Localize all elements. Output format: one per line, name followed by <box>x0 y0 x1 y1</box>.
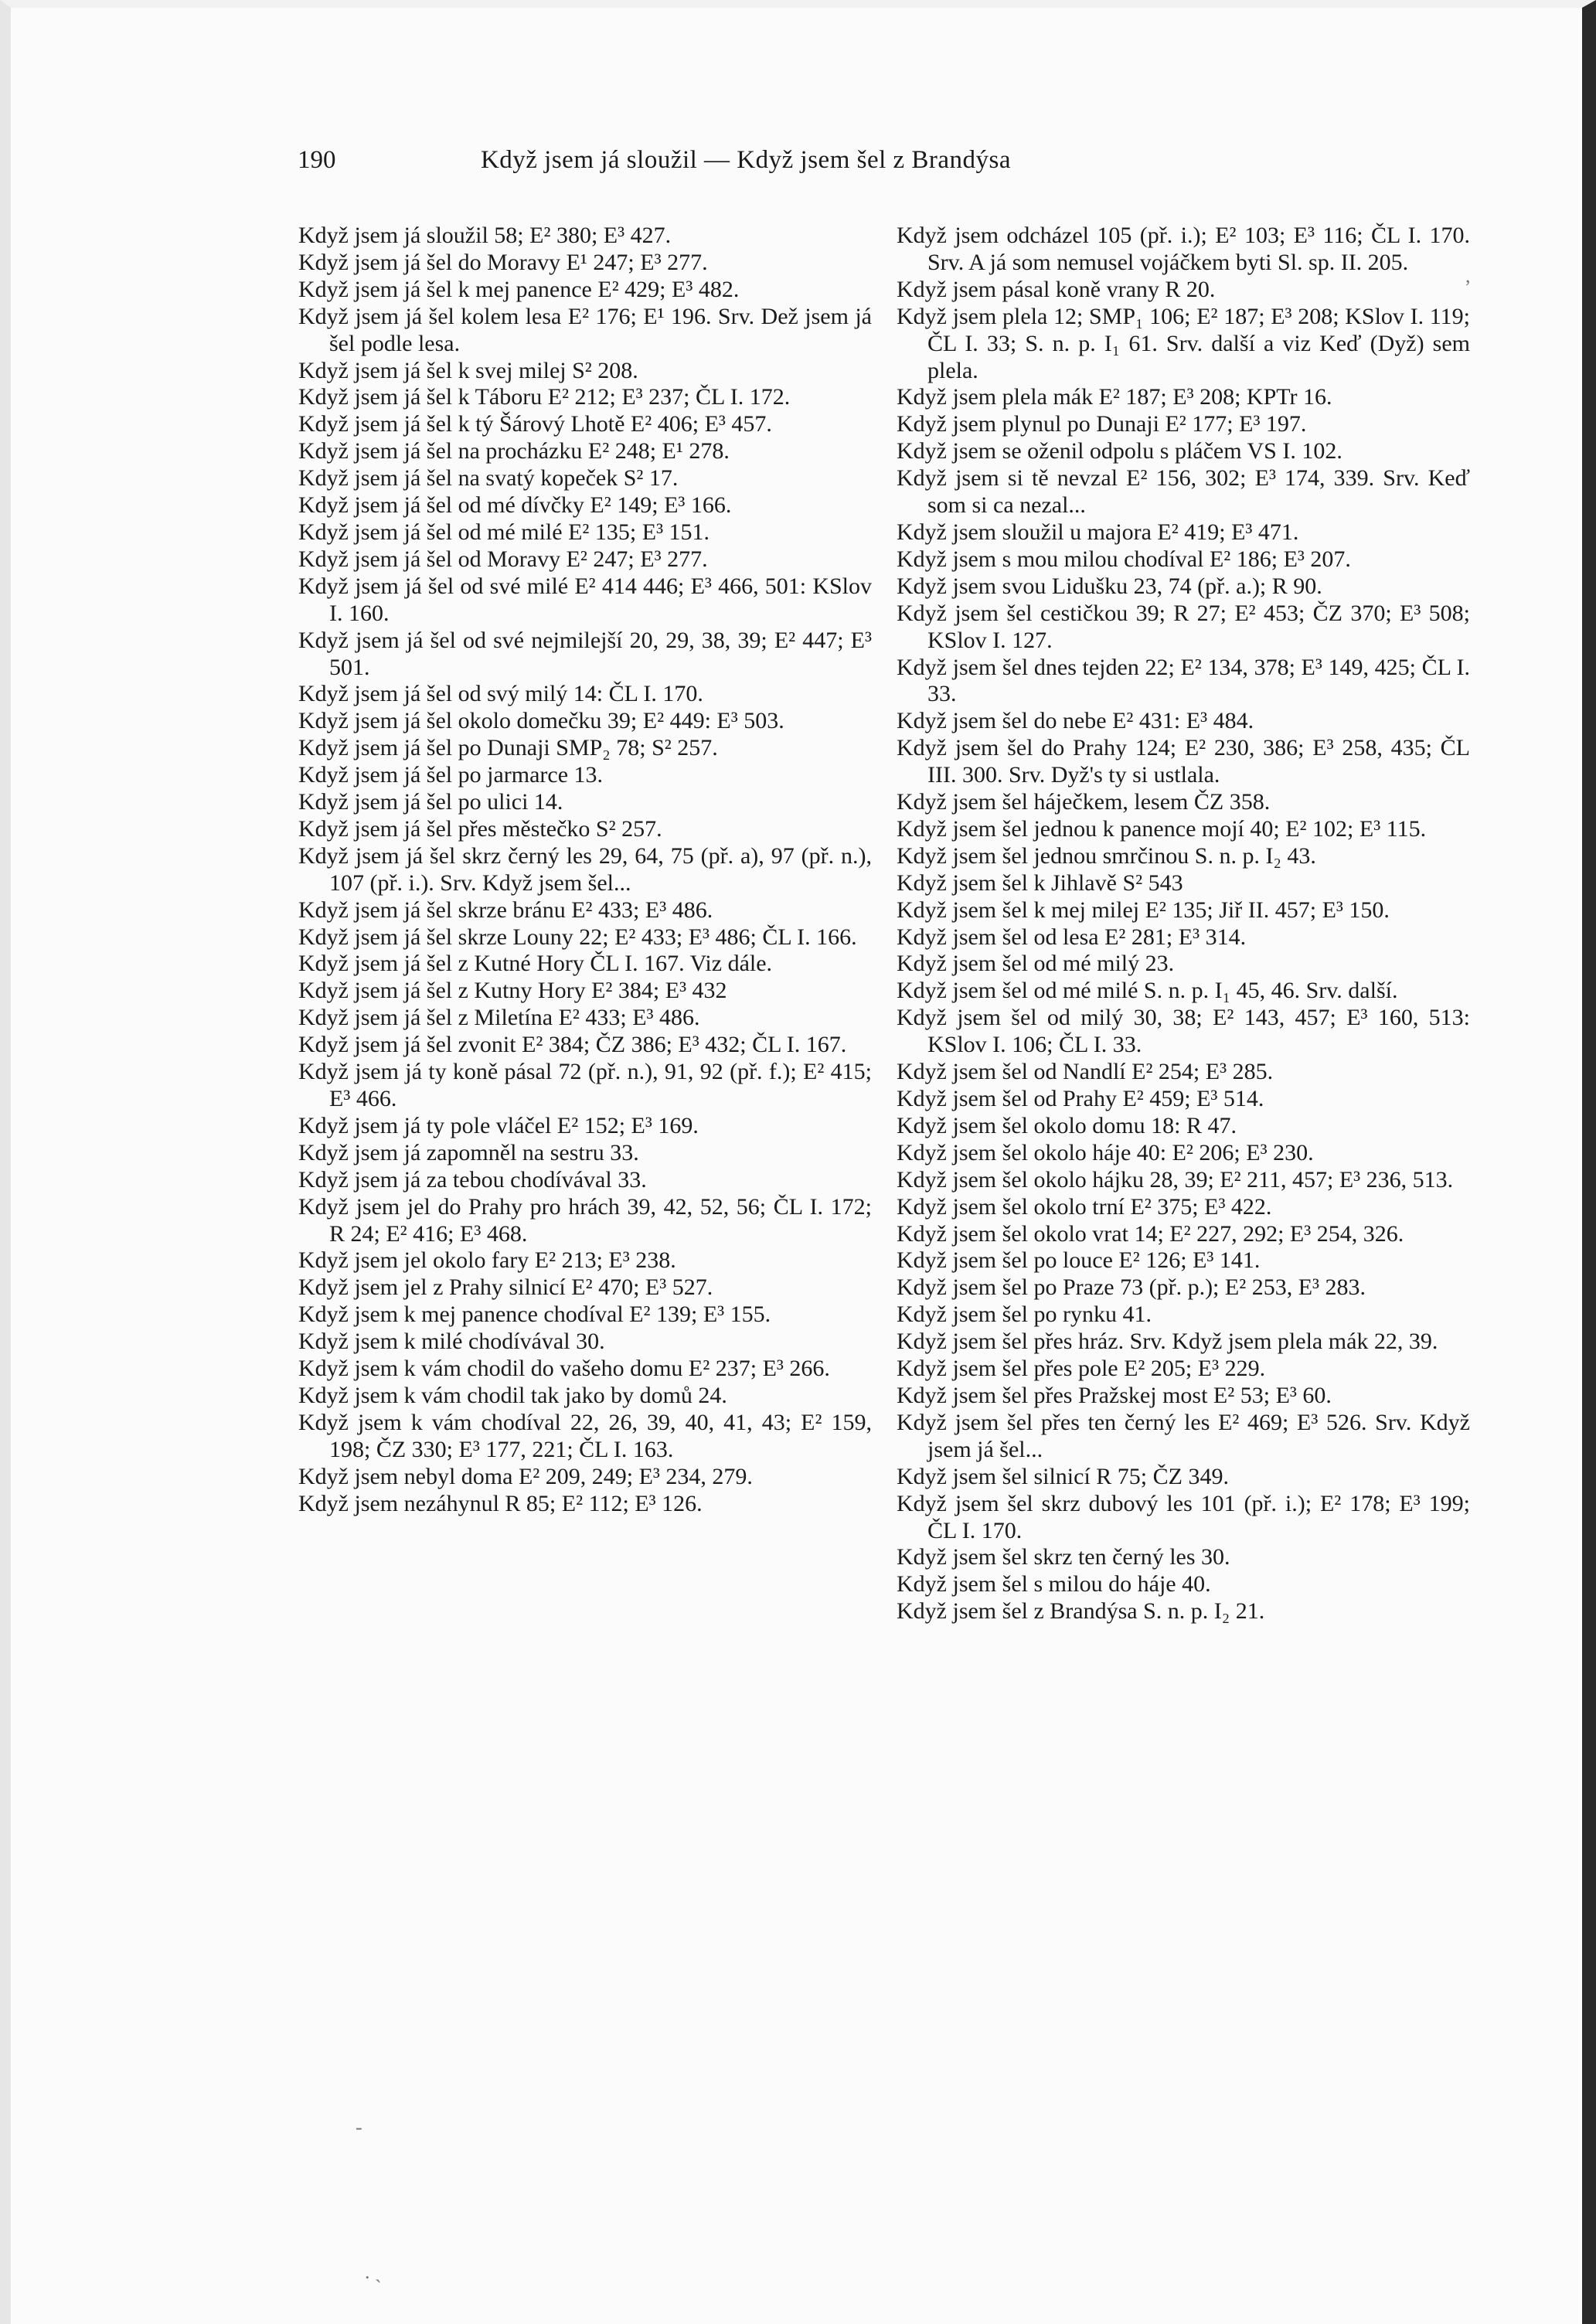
index-entry: Když jsem já šel od své nejmilejší 20, 29, 38, 39; E² 447; E³ 501. <box>298 627 872 680</box>
index-entry: Když jsem šel cestičkou 39; R 27; E² 453; ČZ 370; E³ 508; KSlov I. 127. <box>897 600 1470 653</box>
index-entry: Když jsem šel po louce E² 126; E³ 141. <box>897 1247 1261 1274</box>
index-entry: Když jsem já ty koně pásal 72 (př. n.), 91, 92 (př. f.); E² 415; E³ 466. <box>298 1059 872 1111</box>
page-title: Když jsem já sloužil — Když jsem šel z Brandýsa <box>480 146 1012 174</box>
index-entry: Když jsem k mej panence chodíval E² 139; E³ 155. <box>298 1302 771 1328</box>
index-entry: Když jsem šel od milý 30, 38; E² 143, 457; E³ 160, 513: KSlov I. 106; ČL I. 33. <box>897 1005 1470 1058</box>
index-entry: Když jsem svou Lidušku 23, 74 (př. a.); R 90. <box>897 573 1322 599</box>
index-entry: Když jsem nebyl doma E² 209, 249; E³ 234, 279. <box>298 1463 753 1489</box>
index-entry: Když jsem šel od mé milý 23. <box>897 951 1175 977</box>
index-entry: Když jsem já šel od mé milé E² 135; E³ 151. <box>298 519 710 545</box>
index-entry: Když jsem si tě nevzal E² 156, 302; E³ 174, 339. Srv. Keď som si ca nezal... <box>897 465 1470 519</box>
index-entry: Když jsem šel skrz ten černý les 30. <box>897 1544 1230 1570</box>
index-entry: Když jsem šel přes Pražskej most E² 53; E³ 60. <box>897 1382 1332 1408</box>
index-entry: Když jsem k vám chodil tak jako by domů 24. <box>298 1382 727 1408</box>
index-entry: Když jsem šel okolo domu 18: R 47. <box>897 1112 1237 1138</box>
index-entry: Když jsem šel dnes tejden 22; E² 134, 378; E³ 149, 425; ČL I. 33. <box>897 654 1470 707</box>
index-entry: Když jsem plela mák E² 187; E³ 208; KPTr 16. <box>897 384 1332 410</box>
margin-mark: - <box>356 2116 362 2139</box>
index-entry: Když jsem šel okolo háje 40: E² 206; E³ 230. <box>897 1139 1314 1165</box>
index-entry: Když jsem jel z Prahy silnicí E² 470; E³ 527. <box>298 1274 713 1301</box>
index-entry: Když jsem já šel k tý Šárový Lhotě E² 406; E³ 457. <box>298 411 772 437</box>
index-entry: Když jsem šel po rynku 41. <box>897 1302 1152 1328</box>
left-column <box>298 223 872 1518</box>
index-entry: Když jsem já šel od mé dívčky E² 149; E³ 166. <box>298 492 732 519</box>
index-entry: Když jsem šel od lesa E² 281; E³ 314. <box>897 924 1247 950</box>
index-entry: Když jsem já šel zvonit E² 384; ČZ 386; E³ 432; ČL I. 167. <box>298 1032 847 1058</box>
index-entry: Když jsem šel přes hráz. Srv. Když jsem plela mák 22, 39. <box>897 1329 1438 1355</box>
index-entry: Když jsem já šel kolem lesa E² 176; E¹ 196. Srv. Dež jsem já šel podle lesa. <box>298 303 872 356</box>
index-entry: Když jsem k milé chodívával 30. <box>298 1329 605 1355</box>
index-entry: Když jsem jel do Prahy pro hrách 39, 42, 52, 56; ČL I. 172; R 24; E² 416; E³ 468. <box>298 1193 872 1247</box>
index-entry: Když jsem k vám chodil do vašeho domu E² 237; E³ 266. <box>298 1356 830 1382</box>
index-entry: Když jsem šel okolo hájku 28, 39; E² 211, 457; E³ 236, 513. <box>897 1166 1454 1193</box>
margin-mark: . ˎ <box>365 2261 382 2283</box>
index-entry: Když jsem nezáhynul R 85; E² 112; E³ 126. <box>298 1490 703 1516</box>
index-entry: Když jsem k vám chodíval 22, 26, 39, 40, 41, 43; E² 159, 198; ČZ 330; E³ 177, 221; ČL I. 163. <box>298 1409 872 1462</box>
index-entry: Když jsem odcházel 105 (př. i.); E² 103; E³ 116; ČL I. 170. Srv. A já som nemusel vojáčkem byti Sl. sp. II. 205. <box>897 223 1470 275</box>
index-entry: Když jsem šel skrz dubový les 101 (př. i.); E² 178; E³ 199; ČL I. 170. <box>897 1490 1470 1543</box>
index-entry: Když jsem já šel po jarmarce 13. <box>298 762 604 788</box>
index-entry: Když jsem já šel okolo domečku 39; E² 449: E³ 503. <box>298 708 784 734</box>
index-entry: Když jsem šel silnicí R 75; ČZ 349. <box>897 1463 1229 1489</box>
index-entry: Když jsem já šel od své milé E² 414 446; E³ 466, 501: KSlov I. 160. <box>298 573 872 626</box>
index-entry: Když jsem já šel přes městečko S² 257. <box>298 815 662 842</box>
index-entry: Když jsem šel přes ten černý les E² 469; E³ 526. Srv. Když jsem já šel... <box>897 1409 1470 1462</box>
index-entry: Když jsem já šel po Dunaji SMP₂ 78; S² 257. <box>298 735 718 761</box>
index-entry: Když jsem šel okolo trní E² 375; E³ 422. <box>897 1193 1272 1220</box>
index-entry: Když jsem já šel skrze Louny 22; E² 433; E³ 486; ČL I. 166. <box>298 924 857 950</box>
index-entry: Když jsem šel do Prahy 124; E² 230, 386; E³ 258, 435; ČL III. 300. Srv. Dyž's ty si ustlala. <box>897 735 1470 788</box>
index-entry: Když jsem šel jednou smrčinou S. n. p. I₂ 43. <box>897 842 1316 869</box>
index-entry: Když jsem já šel z Kutné Hory ČL I. 167. Viz dále. <box>298 951 773 977</box>
index-entry: Když jsem já šel z Kutny Hory E² 384; E³ 432 <box>298 978 727 1004</box>
index-entry: Když jsem já šel na svatý kopeček S² 17. <box>298 465 679 492</box>
index-entry: Když jsem šel od Nandlí E² 254; E³ 285. <box>897 1059 1274 1085</box>
index-entry: Když jsem jel okolo fary E² 213; E³ 238. <box>298 1247 676 1274</box>
index-entry: Když jsem sloužil u majora E² 419; E³ 471. <box>897 519 1299 545</box>
index-entry: Když jsem šel s milou do háje 40. <box>897 1571 1211 1598</box>
index-entry: Když jsem šel přes pole E² 205; E³ 229. <box>897 1356 1266 1382</box>
index-entry: Když jsem já šel k mej panence E² 429; E³ 482. <box>298 276 740 302</box>
index-entry: Když jsem já šel na procházku E² 248; E¹ 278. <box>298 438 730 464</box>
index-entry: Když jsem šel do nebe E² 431: E³ 484. <box>897 708 1254 734</box>
index-entry: Když jsem šel jednou k panence mojí 40; E² 102; E³ 115. <box>897 815 1427 842</box>
index-entry: Když jsem šel háječkem, lesem ČZ 358. <box>897 789 1271 815</box>
index-entry: Když jsem pásal koně vrany R 20. <box>897 276 1216 302</box>
index-entry: Když jsem já šel od Moravy E² 247; E³ 277. <box>298 546 708 572</box>
running-head <box>298 141 1194 179</box>
index-entry: Když jsem šel od mé milé S. n. p. I₁ 45, 46. Srv. další. <box>897 978 1398 1004</box>
index-entry: Když jsem já šel po ulici 14. <box>298 789 563 815</box>
right-column <box>897 223 1470 1625</box>
index-entry: Když jsem plela 12; SMP₁ 106; E² 187; E³ 208; KSlov I. 119; ČL I. 33; S. n. p. I₁ 61. Srv. další a viz Keď (Dyž) sem plela. <box>897 303 1470 383</box>
index-entry: Když jsem s mou milou chodíval E² 186; E³ 207. <box>897 546 1351 572</box>
index-entry: Když jsem já šel do Moravy E¹ 247; E³ 277. <box>298 249 708 275</box>
index-entry: Když jsem šel od Prahy E² 459; E³ 514. <box>897 1086 1264 1111</box>
index-entry: Když jsem šel z Brandýsa S. n. p. I₂ 21. <box>897 1598 1265 1625</box>
index-entry: Když jsem šel po Praze 73 (př. p.); E² 253, E³ 283. <box>897 1274 1366 1301</box>
index-entry: Když jsem já šel k svej milej S² 208. <box>298 357 638 383</box>
page-number: 190 <box>298 146 336 174</box>
index-entry: Když jsem plynul po Dunaji E² 177; E³ 197. <box>897 411 1307 437</box>
margin-mark: , <box>1465 264 1471 287</box>
index-entry: Když jsem já šel z Miletína E² 433; E³ 486. <box>298 1005 700 1031</box>
index-entry: Když jsem šel okolo vrat 14; E² 227, 292; E³ 254, 326. <box>897 1220 1404 1247</box>
index-entry: Když jsem šel k mej milej E² 135; Jiř II. 457; E³ 150. <box>897 897 1390 923</box>
index-entry: Když jsem já šel od svý milý 14: ČL I. 170. <box>298 681 703 707</box>
index-entry: Když jsem já za tebou chodívával 33. <box>298 1166 647 1193</box>
index-entry: Když jsem já šel k Táboru E² 212; E³ 237; ČL I. 172. <box>298 384 791 410</box>
index-entry: Když jsem já zapomněl na sestru 33. <box>298 1139 639 1165</box>
index-entry: Když jsem já sloužil 58; E² 380; E³ 427. <box>298 223 672 248</box>
index-entry: Když jsem já šel skrze bránu E² 433; E³ 486. <box>298 897 713 923</box>
index-entry: Když jsem já ty pole vláčel E² 152; E³ 169. <box>298 1112 699 1138</box>
index-entry: Když jsem já šel skrz černý les 29, 64, 75 (př. a), 97 (př. n.), 107 (př. i.). Srv. Když jsem šel... <box>298 842 872 896</box>
index-entry: Když jsem se oženil odpolu s pláčem VS I. 102. <box>897 438 1342 464</box>
index-entry: Když jsem šel k Jihlavě S² 543 <box>897 869 1183 896</box>
